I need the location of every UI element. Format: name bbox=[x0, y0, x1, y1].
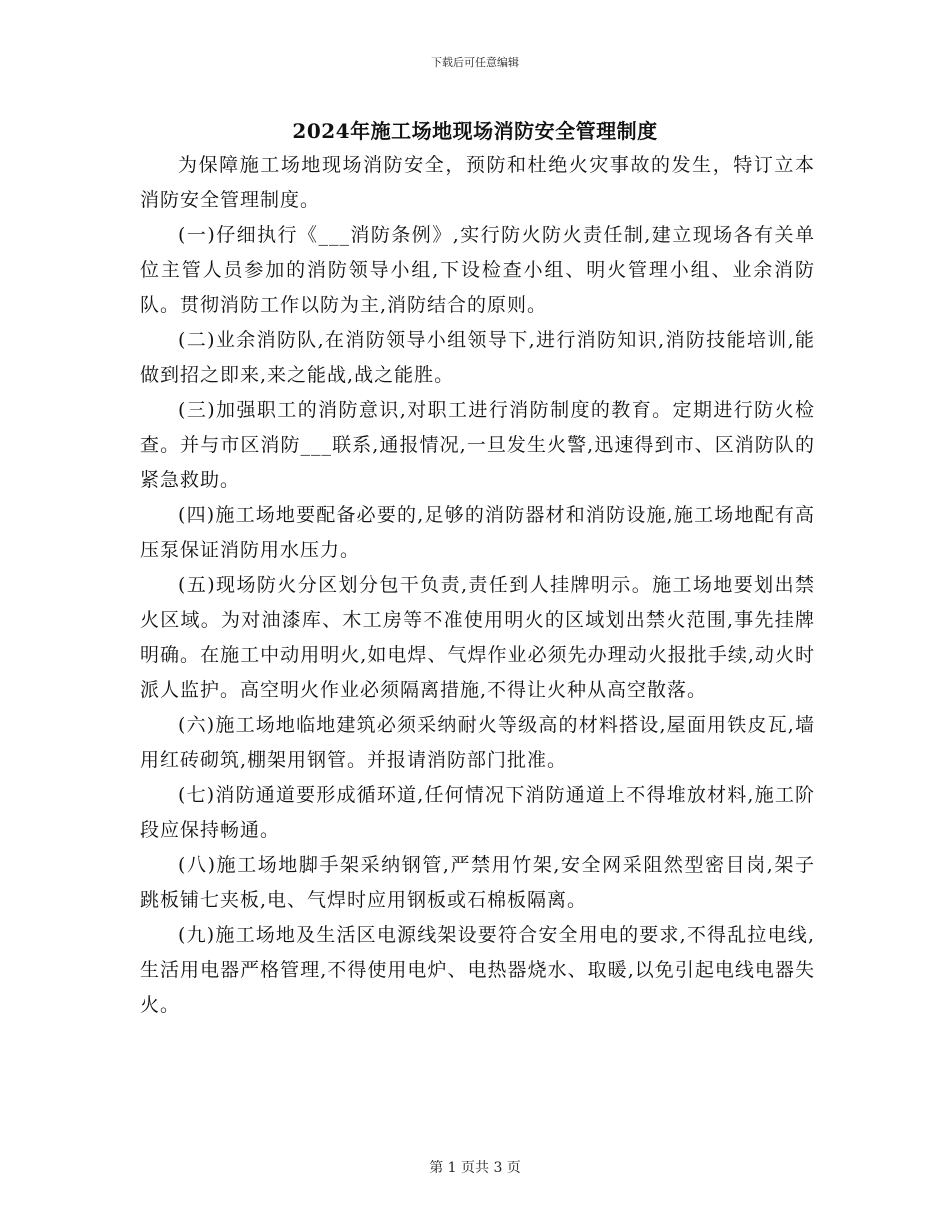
paragraph-2: (二)业余消防队,在消防领导小组领导下,进行消防知识,消防技能培训,能做到招之即来,来之能战,战之能胜。 bbox=[140, 329, 815, 386]
document-title: 2024年施工场地现场消防安全管理制度 bbox=[292, 119, 658, 143]
paragraph-8: (八)施工场地脚手架采纳钢管,严禁用竹架,安全网采阻然型密目岗,架子跳板铺七夹板,电、气焊时应用钢板或石棉板隔离。 bbox=[140, 854, 815, 911]
document-body bbox=[140, 148, 815, 1023]
paragraph-3: (三)加强职工的消防意识,对职工进行消防制度的教育。定期进行防火检查。并与市区消防___联系,通报情况,一旦发生火警,迅速得到市、区消防队的紧急救助。 bbox=[140, 399, 815, 491]
paragraph-5: (五)现场防火分区划分包干负责,责任到人挂牌明示。施工场地要划出禁火区域。为对油漆库、木工房等不准使用明火的区域划出禁火范围,事先挂牌明确。在施工中动用明火,如电焊、气焊作业必须先办理动火报批手续,动火时派人监护。高空明火作业必须隔离措施,不得让火种从高空散落。 bbox=[140, 574, 815, 701]
paragraph-4: (四)施工场地要配备必要的,足够的消防器材和消防设施,施工场地配有高压泵保证消防用水压力。 bbox=[140, 504, 815, 561]
paragraph-9: (九)施工场地及生活区电源线架设要符合安全用电的要求,不得乱拉电线,生活用电器严格管理,不得使用电炉、电热器烧水、取暖,以免引起电线电器失火。 bbox=[140, 924, 815, 1016]
header-note: 下载后可任意编辑 bbox=[431, 56, 519, 69]
paragraph-6: (六)施工场地临地建筑必须采纳耐火等级高的材料搭设,屋面用铁皮瓦,墙用红砖砌筑,棚架用钢管。并报请消防部门批准。 bbox=[140, 714, 815, 771]
paragraph-7: (七)消防通道要形成循环道,任何情况下消防通道上不得堆放材料,施工阶段应保持畅通。 bbox=[140, 784, 815, 841]
paragraph-1: (一)仔细执行《___消防条例》,实行防火防火责任制,建立现场各有关单位主管人员参加的消防领导小组,下设检查小组、明火管理小组、业余消防队。贯彻消防工作以防为主,消防结合的原则。 bbox=[140, 224, 815, 316]
paragraph-intro: 为保障施工场地现场消防安全，预防和杜绝火灾事故的发生，特订立本消防安全管理制度。 bbox=[140, 154, 815, 211]
page-number: 第 1 页共 3 页 bbox=[429, 1160, 521, 1176]
